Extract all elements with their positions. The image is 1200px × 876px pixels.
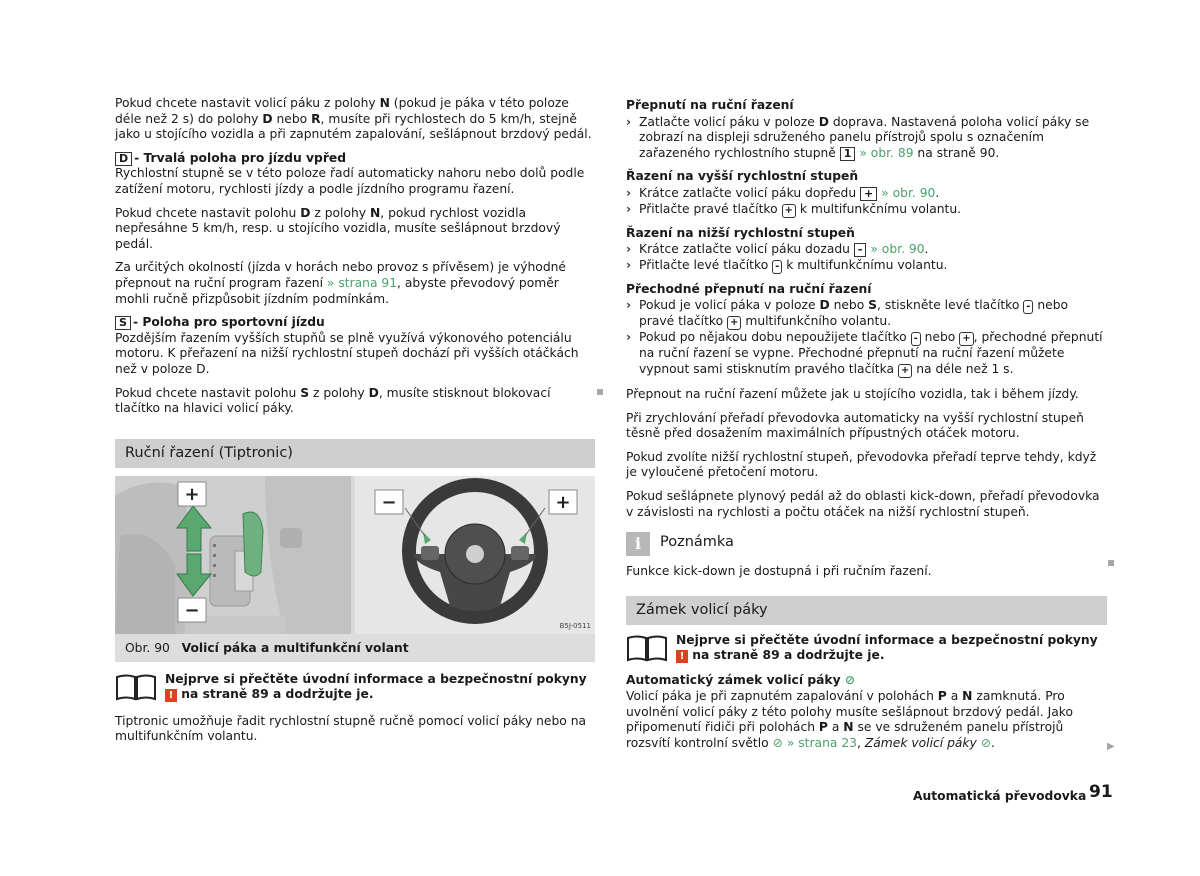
arrow-icon: › [626, 201, 632, 216]
safety-notice: Nejprve si přečtěte úvodní informace a bezpečnostní pokyny ! na straně 89 a dodržujte je. [626, 633, 1107, 667]
plus-button-icon: + [727, 316, 741, 330]
paragraph: Pokud chcete nastavit volicí páku z polohy N (pokud je páka v této poloze déle než 2 s) do polohy D nebo R, musíte při rychlostech do 5 km/h, stejně jako u stojícího vozidla a při zapnutém zapalování, sešlápnout brzdový pedál. [115, 96, 592, 142]
paragraph: Pokud chcete nastavit polohu D z polohy N, pokud rychlost vozidla nepřesáhne 5 km/h, resp. u stojícího vozidla, musíte sešlápnout brzdový pedál. [115, 205, 561, 251]
heading-upshift: Řazení na vyšší rychlostní stupeň [626, 169, 859, 184]
warning-icon: ! [165, 689, 177, 702]
minus-button-icon: - [1023, 300, 1033, 314]
plus-button-icon: + [898, 364, 912, 378]
minus-button-icon: - [772, 260, 782, 274]
arrow-icon: › [626, 114, 632, 129]
gear-lever-illustration [115, 476, 351, 634]
list-item: › Přitlačte levé tlačítko - k multifunkčnímu volantu. [626, 257, 948, 272]
plus-button-icon: + [782, 204, 796, 218]
page-link[interactable]: » strana 91 [326, 275, 398, 290]
plus-button-icon: + [959, 332, 973, 346]
s-key-icon: S [115, 316, 131, 330]
lock-text: Volicí páka je při zapnutém zapalování v polohách P a N zamknutá. Pro uvolnění volicí páky z této polohy musíte sešlápnout brzdový pedál. Jako připomenutí řidiči při polohách P a N se ve sdruženém panelu přístrojů rozsvítí kontrolní světlo ⊘ » strana 23, Zámek volicí páky ⊘. [626, 689, 1073, 751]
heading-auto-lock: Automatický zámek volicí páky ⊘ [626, 672, 856, 687]
section-end-marker [597, 389, 603, 395]
s-position-heading: S - Poloha pro sportovní jízdu [115, 315, 595, 331]
minus-icon: − [381, 491, 397, 513]
arrow-icon: › [626, 185, 632, 200]
page-number: 91 [1089, 782, 1113, 802]
list-item: › Krátce zatlačte volicí páku dopředu + » obr. 90. [626, 185, 940, 200]
heading-temporary-manual: Přechodné přepnutí na ruční řazení [626, 281, 872, 296]
info-icon: i [626, 532, 650, 556]
display-number-icon: 1 [840, 147, 856, 161]
lock-lamp-icon: ⊘ [980, 736, 992, 751]
arrow-icon: › [626, 242, 632, 257]
paragraph: Za určitých okolností (jízda v horách nebo provoz s přívěsem) je výhodné přepnout na ruční program řazení » strana 91, abyste převodový poměr mohli ručně přizpůsobit jízdním podmínkám. [115, 260, 566, 306]
paragraph: Pokud zvolíte nižší rychlostní stupeň, převodovka přeřadí teprve tehdy, když je vyloučené přetočení motoru. [626, 449, 1097, 480]
list-item: › Přitlačte pravé tlačítko + k multifunkčnímu volantu. [626, 201, 962, 216]
list-item: › Pokud po nějakou dobu nepoužijete tlačítko - nebo + , přechodné přepnutí na ruční řazení se vypne. Přechodné přepnutí na ruční řazení můžete vypnout sami stisknutím pravého tlačítka + na déle než 1 s. [626, 330, 1103, 376]
page-link[interactable]: » strana 23 [786, 736, 857, 751]
right-column [626, 96, 1107, 752]
note-text: Funkce kick-down je dostupná i při ručním řazení. [626, 564, 932, 579]
heading-downshift: Řazení na nižší rychlostní stupeň [626, 225, 855, 240]
continue-arrow-icon: ▶ [1107, 741, 1115, 752]
arrow-icon: › [626, 257, 632, 272]
plus-key-icon: + [860, 187, 877, 201]
warning-icon: ! [676, 650, 688, 663]
s-position-text: Pozdějším řazením vyšších stupňů se plně využívá výkonového potenciálu motoru. K přeřazení na nižší rychlostní stupeň dochází při vyšších otáčkách než v poloze D. [115, 330, 579, 376]
book-icon [626, 634, 668, 662]
steering-wheel-illustration [355, 476, 595, 634]
list-item: › Pokud je volicí páka v poloze D nebo S, stiskněte levé tlačítko - nebo pravé tlačítko + multifunkčního volantu. [626, 298, 1069, 329]
figure-code: B5J-0511 [559, 621, 591, 630]
list-item: › Krátce zatlačte volicí páku dozadu - » obr. 90. [626, 242, 929, 257]
figure-link[interactable]: » obr. 90 [870, 242, 925, 257]
plus-icon: + [555, 491, 571, 513]
heading-manual-mode: Přepnutí na ruční řazení [626, 98, 794, 112]
lock-lamp-icon: ⊘ [844, 672, 856, 687]
minus-icon: − [184, 599, 200, 621]
section-title-lock: Zámek volicí páky [626, 596, 1107, 625]
safety-notice: Nejprve si přečtěte úvodní informace a bezpečnostní pokyny ! na straně 89 a dodržujte je. [115, 672, 595, 706]
chapter-title: Automatická převodovka [913, 789, 1087, 803]
figure-link[interactable]: » obr. 90 [881, 185, 936, 200]
paragraph: Při zrychlování přeřadí převodovka automaticky na vyšší rychlostní stupeň těsně před dosažením maximálních přípustných otáček motoru. [626, 410, 1084, 441]
d-position-heading: D - Trvalá poloha pro jízdu vpřed [115, 151, 595, 167]
figure-tiptronic [115, 476, 595, 634]
section-title-tiptronic: Ruční řazení (Tiptronic) [115, 439, 595, 468]
figure-caption: Obr. 90 Volicí páka a multifunkční volant [115, 634, 595, 662]
lock-lamp-icon: ⊘ [772, 736, 783, 751]
book-icon [115, 673, 157, 701]
arrow-icon: › [626, 330, 632, 345]
minus-button-icon: - [911, 332, 921, 346]
arrow-icon: › [626, 298, 632, 313]
d-key-icon: D [115, 152, 132, 166]
paragraph: Přepnout na ruční řazení můžete jak u stojícího vozidla, tak i během jízdy. [626, 386, 1079, 401]
plus-icon: + [184, 483, 200, 505]
paragraph: Pokud chcete nastavit polohu S z polohy D, musíte stisknout blokovací tlačítko na hlavici volicí páky. [115, 385, 551, 416]
note-heading: i Poznámka [626, 532, 1107, 556]
minus-key-icon: - [854, 243, 867, 257]
section-end-marker [1108, 560, 1114, 566]
d-position-text: Rychlostní stupně se v této poloze řadí automaticky nahoru nebo dolů podle zatížení motoru, rychlosti jízdy a podle jízdního programu řazení. [115, 166, 585, 196]
paragraph: Pokud sešlápnete plynový pedál až do oblasti kick-down, přeřadí převodovka v závislosti na rychlosti a počtu otáček na nižší rychlostní stupeň. [626, 488, 1100, 519]
left-column [115, 96, 595, 753]
figure-link[interactable]: » obr. 89 [859, 145, 914, 160]
tiptronic-text: Tiptronic umožňuje řadit rychlostní stupně ručně pomocí volicí páky nebo na multifunkčním volantu. [115, 713, 587, 744]
list-item: › Zatlačte volicí páku v poloze D doprava. Nastavená poloha volicí páky se zobrazí na displeji sdruženého panelu přístrojů spolu s označením zařazeného rychlostního stupně 1 » obr. 89 na straně 90. [626, 114, 1090, 160]
